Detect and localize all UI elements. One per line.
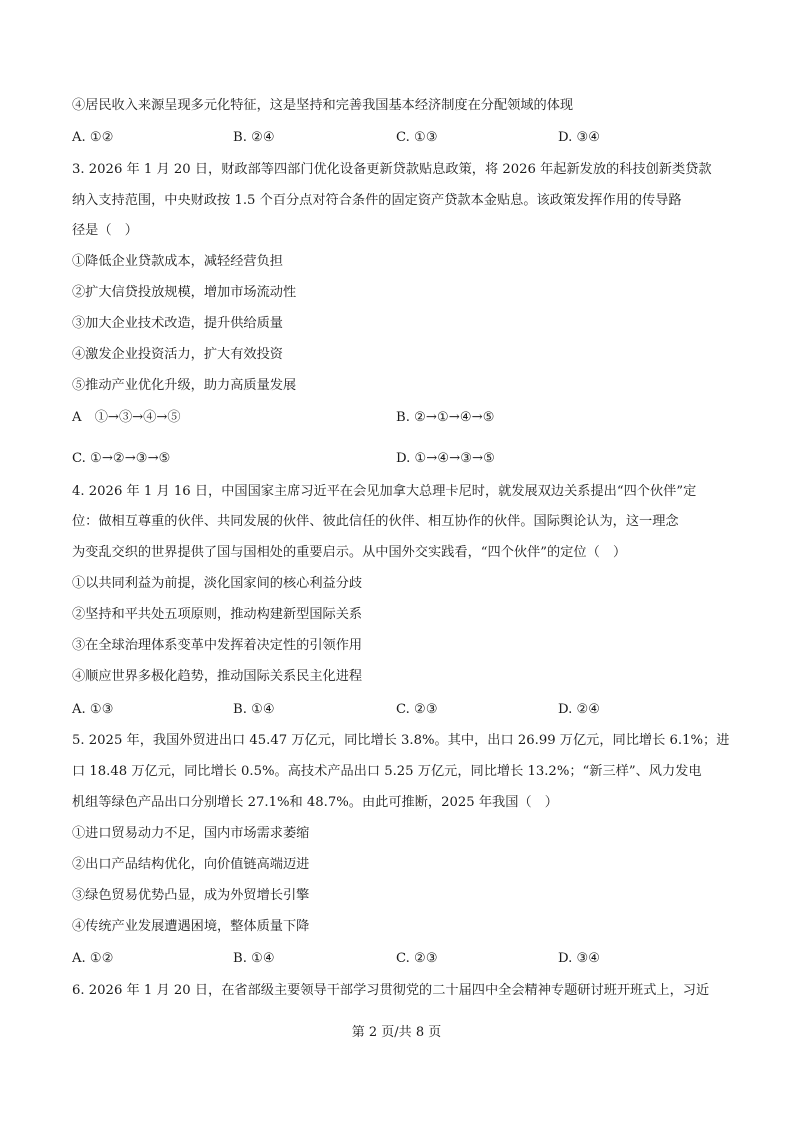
q5-item-1: ①进口贸易动力不足，国内市场需求萎缩: [72, 826, 310, 841]
q4-stem-line-2: 位：做相互尊重的伙伴、共同发展的伙伴、彼此信任的伙伴、相互协作的伙伴。国际舆论认为，这一理念: [72, 514, 679, 529]
q2-option-b: B. ②④: [233, 130, 275, 145]
q5-option-c: C. ②③: [396, 951, 438, 966]
q3-stem-line-2: 纳入支持范围，中央财政按 1.5 个百分点对符合条件的固定资产贷款本金贴息。该政策发挥作用的传导路: [72, 193, 682, 208]
q4-option-b: B. ①④: [233, 702, 275, 717]
q3-item-4: ④激发企业投资活力，扩大有效投资: [72, 347, 283, 362]
q3-option-b: B. ②→①→④→⑤: [396, 410, 495, 425]
q2-option-c: C. ①③: [396, 130, 438, 145]
q4-stem-line-3: 为变乱交织的世界提供了国与国相处的重要启示。从中国外交实践看，“四个伙伴”的定位（ ）: [72, 545, 627, 560]
q3-item-5: ⑤推动产业优化升级，助力高质量发展: [72, 378, 297, 393]
q2-option-a: A. ①②: [72, 130, 114, 145]
q6-stem-line-1: 6. 2026 年 1 月 20 日，在省部级主要领导干部学习贯彻党的二十届四中全会精神专题研讨班开班式上，习近: [72, 983, 710, 998]
q5-stem-line-3: 机组等绿色产品出口分别增长 27.1%和 48.7%。由此可推断，2025 年我国（ ）: [72, 795, 558, 810]
q2-option-d: D. ③④: [558, 130, 601, 145]
q2-item-4: ④居民收入来源呈现多元化特征，这是坚持和完善我国基本经济制度在分配领域的体现: [72, 98, 574, 113]
q4-item-3: ③在全球治理体系变革中发挥着决定性的引领作用: [72, 638, 363, 653]
q3-option-d: D. ①→④→③→⑤: [396, 451, 495, 466]
q5-option-b: B. ①④: [233, 951, 275, 966]
q3-stem-line-3: 径是（ ）: [72, 223, 138, 238]
q4-option-d: D. ②④: [558, 702, 601, 717]
q3-item-2: ②扩大信贷投放规模，增加市场流动性: [72, 285, 297, 300]
q3-item-1: ①降低企业贷款成本，减轻经营负担: [72, 254, 283, 269]
q4-item-2: ②坚持和平共处五项原则，推动构建新型国际关系: [72, 607, 363, 622]
q5-item-3: ③绿色贸易优势凸显，成为外贸增长引擎: [72, 888, 310, 903]
q3-stem-line-1: 3. 2026 年 1 月 20 日，财政部等四部门优化设备更新贷款贴息政策，将 2026 年起新发放的科技创新类贷款: [72, 162, 712, 177]
q5-stem-line-2: 口 18.48 万亿元，同比增长 0.5%。高技术产品出口 5.25 万亿元，同比增长 13.2%；“新三样”、风力发电: [72, 764, 702, 779]
q3-item-3: ③加大企业技术改造，提升供给质量: [72, 316, 283, 331]
page-number: 第 2 页/共 8 页: [351, 1025, 442, 1040]
q3-option-a: A ①→③→④→⑤: [72, 410, 181, 425]
q4-stem-line-1: 4. 2026 年 1 月 16 日，中国国家主席习近平在会见加拿大总理卡尼时，就发展双边关系提出“四个伙伴”定: [72, 484, 697, 499]
q5-option-a: A. ①②: [72, 951, 114, 966]
q5-item-4: ④传统产业发展遭遇困境，整体质量下降: [72, 919, 310, 934]
q4-option-a: A. ①③: [72, 702, 114, 717]
q3-option-c: C. ①→②→③→⑤: [72, 451, 171, 466]
q5-stem-line-1: 5. 2025 年，我国外贸进出口 45.47 万亿元，同比增长 3.8%。其中，出口 26.99 万亿元，同比增长 6.1%；进: [72, 733, 730, 748]
q4-option-c: C. ②③: [396, 702, 438, 717]
q4-item-4: ④顺应世界多极化趋势，推动国际关系民主化进程: [72, 669, 363, 684]
q5-option-d: D. ③④: [558, 951, 601, 966]
q5-item-2: ②出口产品结构优化，向价值链高端迈进: [72, 857, 310, 872]
q4-item-1: ①以共同利益为前提，淡化国家间的核心利益分歧: [72, 576, 363, 591]
